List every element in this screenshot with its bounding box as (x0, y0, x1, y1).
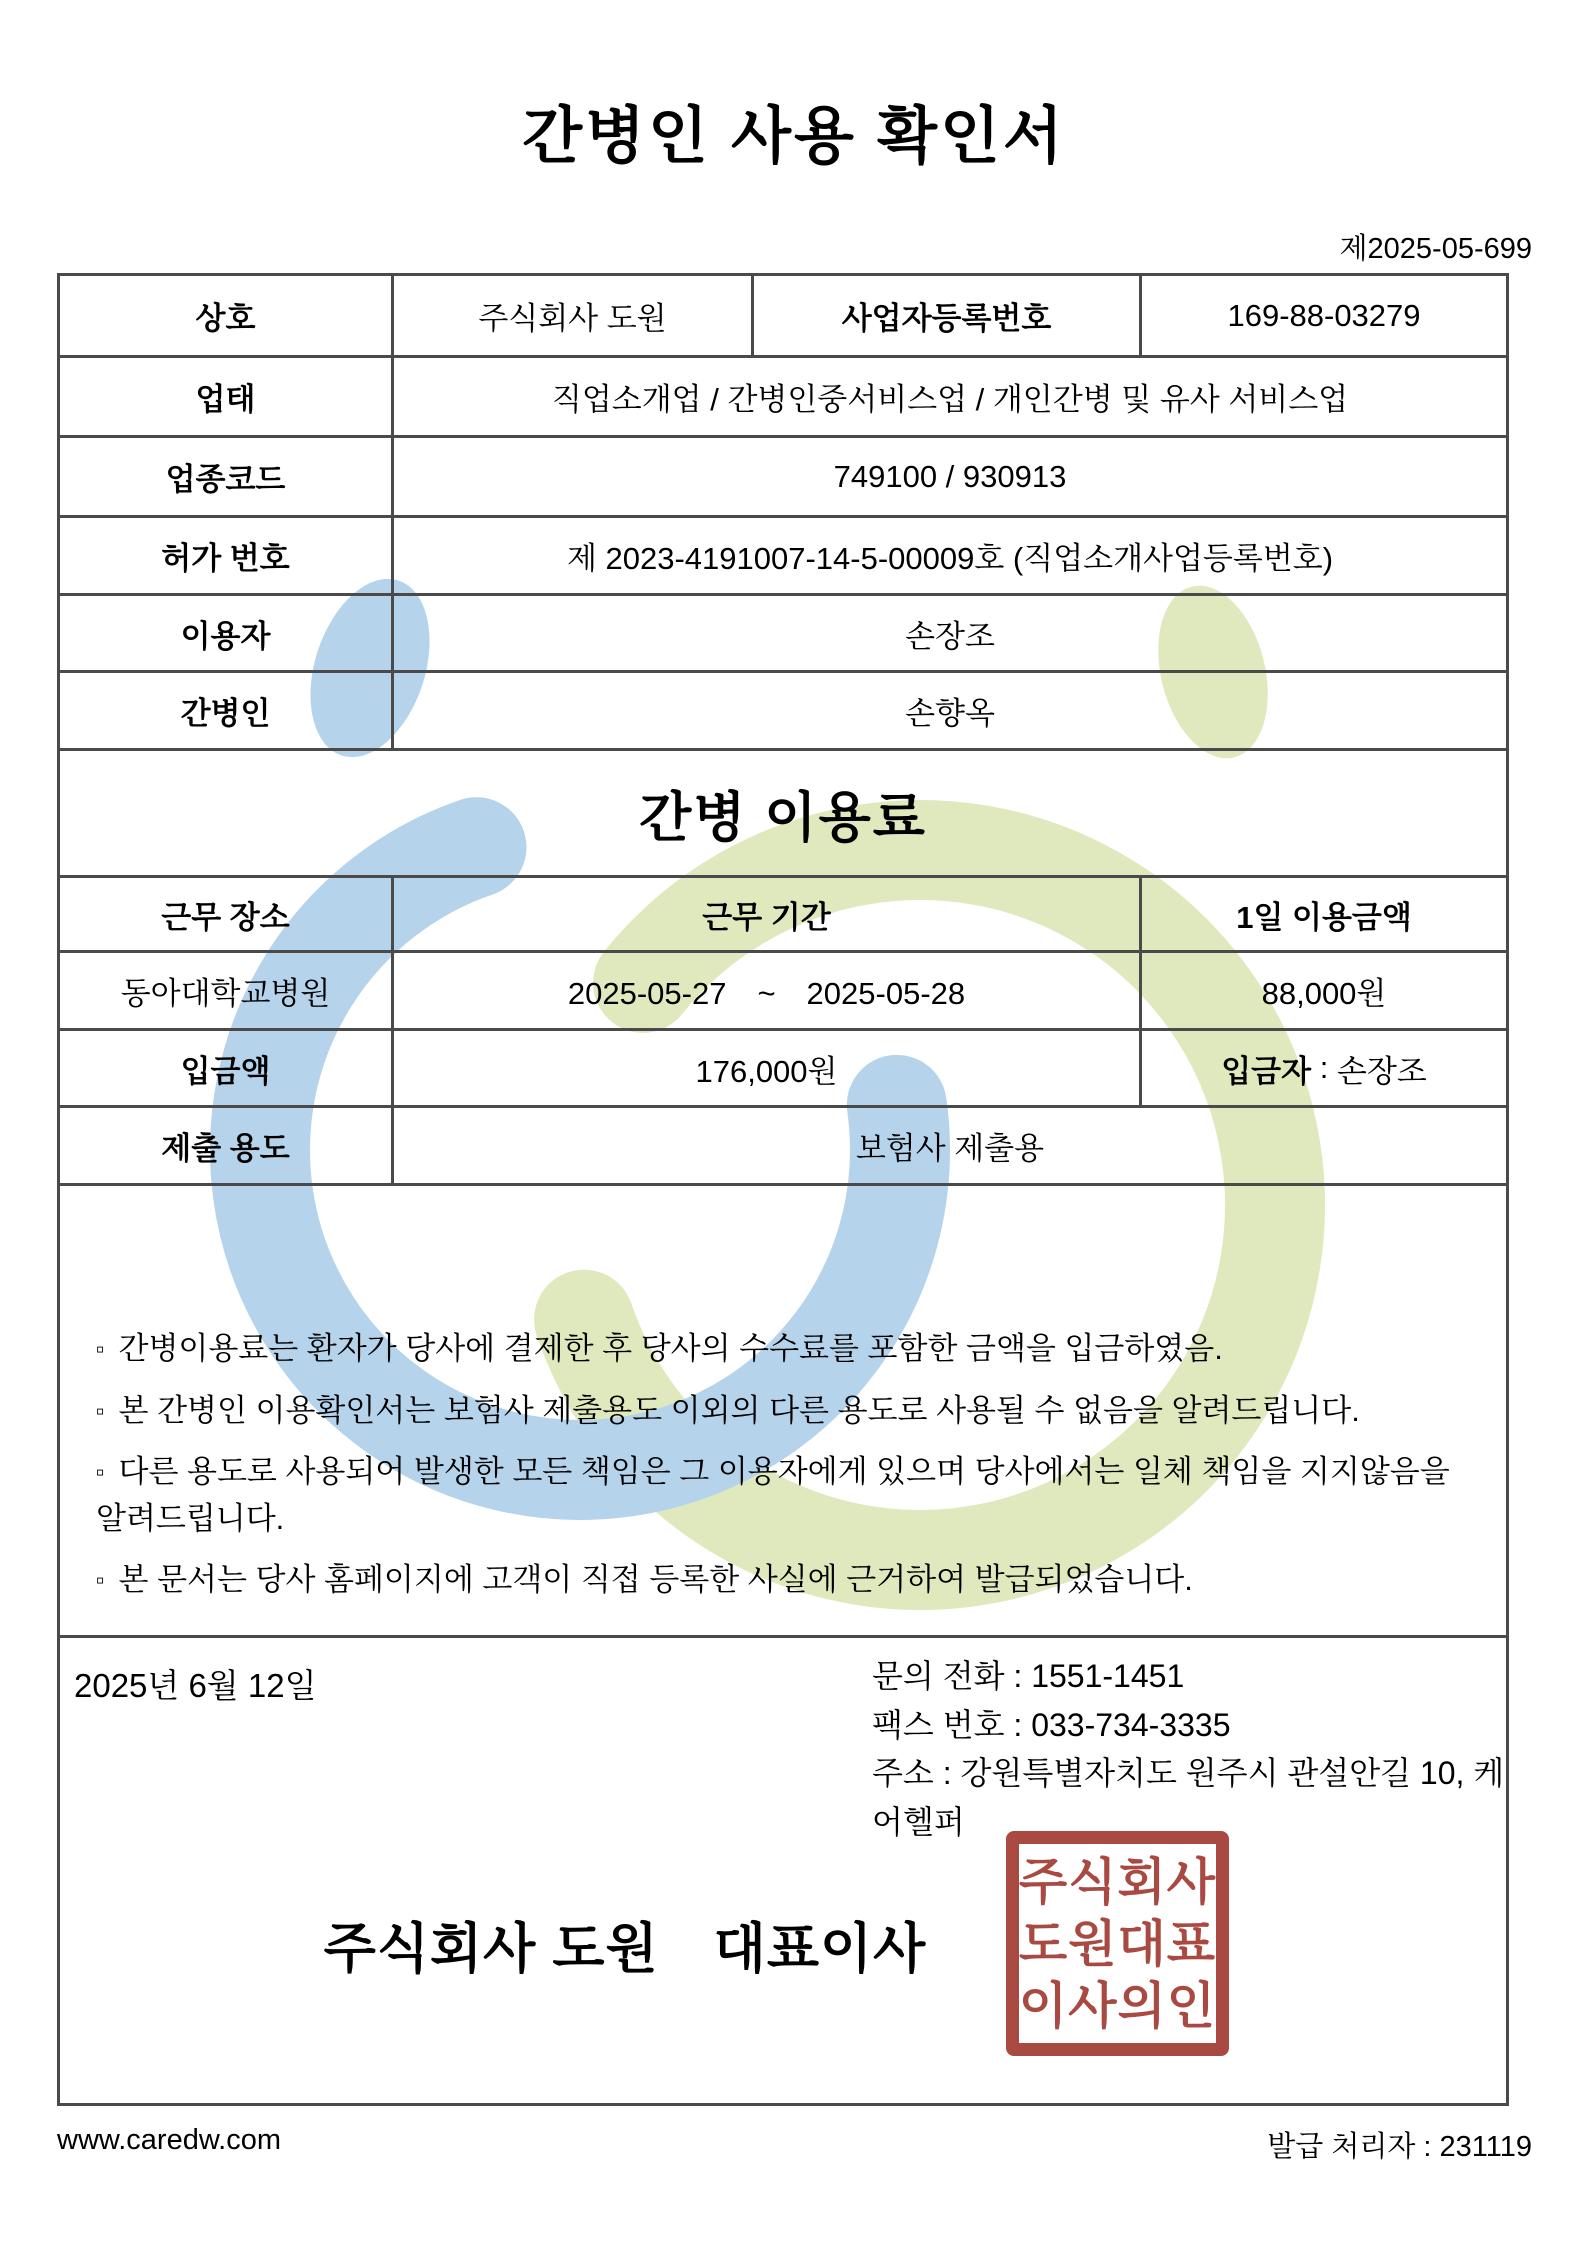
table-row-caregiver (60, 670, 1506, 748)
table-row-industry-code (60, 435, 1506, 515)
square-bullet-icon: ▫ (96, 1336, 105, 1363)
industry-code-value: 749100 / 930913 (391, 438, 1506, 515)
purpose-label: 제출 용도 (161, 1131, 290, 1166)
contact-fax: 팩스 번호 : 033-734-3335 (872, 1706, 1231, 1743)
issuer-id: 발급 처리자 : 231119 (1267, 2131, 1532, 2163)
daily-fee-value: 88,000원 (1139, 953, 1506, 1028)
contact-phone: 문의 전화 : 1551-1451 (872, 1658, 1185, 1694)
seal-text-line: 도원대표 (1018, 1915, 1217, 1972)
page-footer (57, 2124, 1532, 2165)
depositor-separator: : (1311, 1050, 1337, 1085)
square-bullet-icon: ▫ (96, 1567, 105, 1594)
note-item (96, 1449, 1476, 1542)
contact-address: 주소 : 강원특별자치도 원주시 관설안길 10, 케어헬퍼 (872, 1755, 1505, 1840)
deposit-amount-value: 176,000원 (391, 1031, 1139, 1105)
website-url: www.caredw.com (57, 2124, 282, 2156)
table-row-user (60, 593, 1506, 670)
note-item (96, 1557, 1476, 1604)
user-value: 손장조 (391, 596, 1506, 670)
fee-section-header-row (60, 748, 1506, 875)
caregiver-value: 손향옥 (391, 673, 1506, 748)
permit-number-value: 제 2023-4191007-14-5-00009호 (직업소개사업등록번호) (391, 518, 1506, 593)
square-bullet-icon: ▫ (96, 1459, 105, 1486)
corporate-seal-stamp (1006, 1831, 1229, 2056)
business-reg-no-label: 사업자등록번호 (751, 276, 1139, 355)
seal-text-line: 주식회사 (1018, 1853, 1217, 1910)
page-title: 간병인 사용 확인서 (522, 102, 1066, 171)
fee-section-title: 간병 이용료 (639, 787, 927, 848)
seal-text-line: 이사의인 (1018, 1977, 1217, 2034)
table-row-company (60, 276, 1506, 355)
fee-data-row (60, 950, 1506, 1028)
issue-date: 2025년 6월 12일 (74, 1667, 317, 1704)
work-place-header: 근무 장소 (161, 899, 290, 935)
work-place-value: 동아대학교병원 (120, 976, 331, 1011)
note-item (96, 1326, 1476, 1373)
industry-code-label: 업종코드 (165, 462, 286, 497)
signature-box (60, 1635, 1506, 2103)
notes-box (60, 1183, 1506, 1635)
note-text: 본 간병인 이용확인서는 보험사 제출용도 이외의 다른 용도로 사용될 수 없음을 알려드립니다. (118, 1392, 1360, 1428)
depositor-cell (1139, 1031, 1506, 1105)
company-name-value: 주식회사 도원 (391, 276, 751, 355)
contact-info (872, 1652, 1506, 1847)
daily-fee-header: 1일 이용금액 (1139, 878, 1506, 950)
purpose-row (60, 1105, 1506, 1183)
note-text: 간병이용료는 환자가 당사에 결제한 후 당사의 수수료를 포함한 금액을 입금하였음. (118, 1331, 1223, 1366)
business-type-value: 직업소개업 / 간병인중서비스업 / 개인간병 및 유사 서비스업 (391, 358, 1506, 435)
note-text: 본 문서는 당사 홈페이지에 고객이 직접 등록한 사실에 근거하여 발급되었습니다. (118, 1562, 1193, 1597)
table-row-business-type (60, 355, 1506, 435)
business-reg-no-value: 169-88-03279 (1139, 276, 1506, 355)
note-text: 다른 용도로 사용되어 발생한 모든 책임은 그 이용자에게 있으며 당사에서는 일체 책임을 지지않음을 알려드립니다. (96, 1454, 1450, 1536)
purpose-value: 보험사 제출용 (391, 1108, 1506, 1183)
caregiver-label: 간병인 (180, 696, 271, 731)
note-item (96, 1388, 1476, 1435)
deposit-row (60, 1028, 1506, 1105)
work-period-header: 근무 기간 (391, 878, 1139, 950)
table-row-permit-number (60, 515, 1506, 593)
document-number: 제2025-05-699 (1339, 233, 1532, 265)
confirmation-table (57, 273, 1509, 2106)
permit-number-label: 허가 번호 (161, 541, 290, 576)
user-label: 이용자 (180, 618, 271, 654)
square-bullet-icon: ▫ (96, 1397, 105, 1425)
company-name-label: 상호 (195, 301, 256, 336)
company-signature-line: 주식회사 도원 대표이사 (323, 1919, 927, 1979)
depositor-label: 입금자 (1221, 1053, 1312, 1089)
work-period-value: 2025-05-27 ~ 2025-05-28 (391, 953, 1139, 1028)
depositor-name: 손장조 (1336, 1053, 1427, 1089)
fee-header-row (60, 875, 1506, 950)
business-type-label: 업태 (195, 382, 256, 417)
deposit-amount-label: 입금액 (180, 1053, 271, 1089)
